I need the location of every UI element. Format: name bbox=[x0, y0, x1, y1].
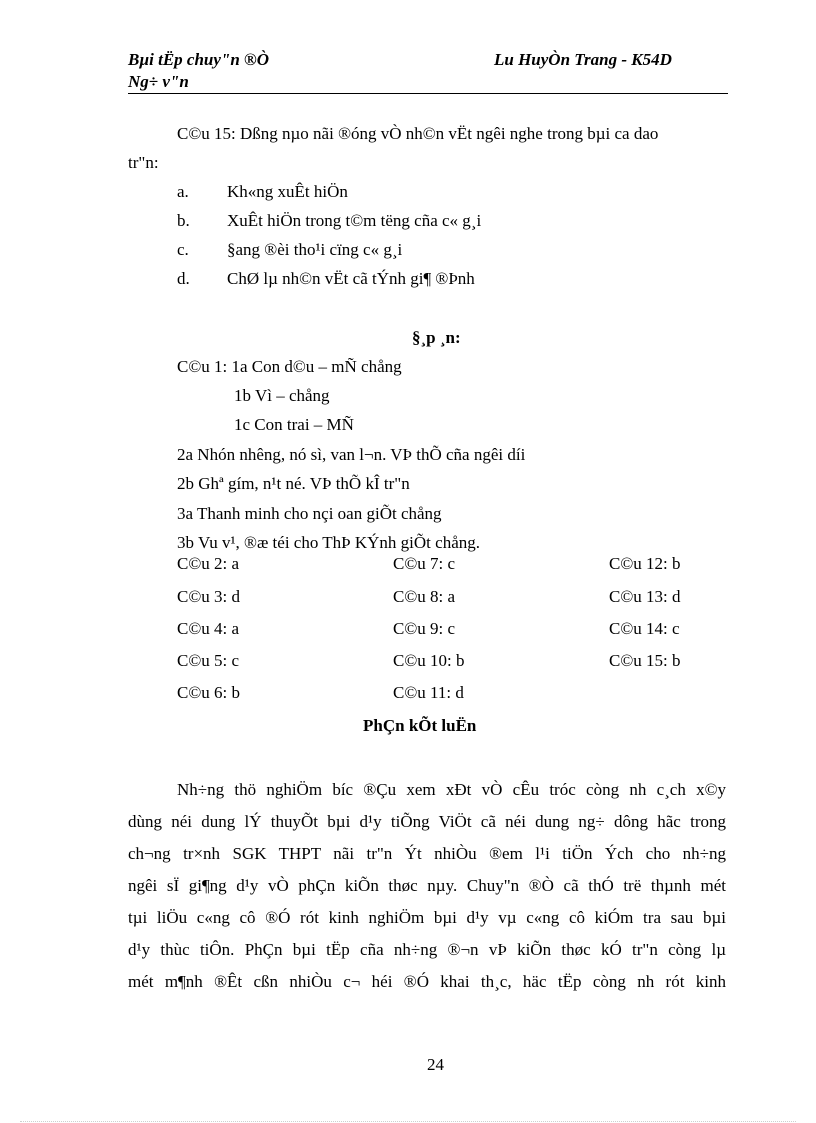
header-left-title: Bµi tËp chuy"n ®Ò bbox=[128, 50, 270, 69]
paragraph-line: tµi liÖu c«ng cô ®Ó rót kinh nghiÖm bµi d¹y vµ c«ng cô kiÓm tra sau bµi bbox=[128, 908, 726, 927]
option-key: c. bbox=[177, 240, 189, 259]
paragraph-line: mét m¶nh ®Êt cßn nhiÒu c¬ héi ®Ó khai th¸c, häc tËp còng nh rót kinh bbox=[128, 972, 726, 991]
answer-cell: C©u 3: d bbox=[177, 587, 240, 606]
conclusion-title: PhÇn kÕt luËn bbox=[363, 716, 477, 735]
answer-cell: C©u 10: b bbox=[393, 651, 465, 670]
option-text: Kh«ng xuÊt hiÖn bbox=[227, 182, 348, 201]
paragraph-line: dùng néi dung lÝ thuyÕt bµi d¹y tiÕng ViÖt cã néi dung ng÷ dông hãc trong bbox=[128, 812, 726, 831]
answer-cell: C©u 11: d bbox=[393, 683, 464, 702]
answer-cell: C©u 12: b bbox=[609, 554, 681, 573]
answer-cell: C©u 4: a bbox=[177, 619, 240, 638]
answer-line: 2b Ghª gím, n¹t né. VÞ thÕ kÎ tr"n bbox=[177, 474, 410, 493]
answer-line: 3a Thanh minh cho nçi oan giÕt chång bbox=[177, 504, 442, 523]
option-key: a. bbox=[177, 182, 189, 201]
paragraph-line: d¹y thùc tiÔn. PhÇn bµi tËp cña nh÷ng ®¬n vÞ kiÕn thøc kÓ tr"n còng lµ bbox=[128, 940, 726, 959]
answer-cell: C©u 9: c bbox=[393, 619, 456, 638]
answer-line: 3b Vu v¹, ®æ téi cho ThÞ KÝnh giÕt chång. bbox=[177, 533, 480, 552]
answer-line: 2a Nhón nhêng, nó sì, van l¬n. VÞ thÕ cña ngêi díi bbox=[177, 445, 526, 464]
answer-cell: C©u 15: b bbox=[609, 651, 681, 670]
answer-line: 1c Con trai – MÑ bbox=[234, 415, 354, 434]
option-text: XuÊt hiÖn trong t©m tëng cña c« g¸i bbox=[227, 211, 482, 230]
answer-cell: C©u 8: a bbox=[393, 587, 456, 606]
answer-cell: C©u 6: b bbox=[177, 683, 240, 702]
question-15-text-cont: tr"n: bbox=[128, 153, 159, 172]
question-15-text: C©u 15: Dßng nµo nãi ®óng vÒ nh©n vËt ngêi nghe trong bµi ca dao bbox=[177, 124, 659, 143]
paragraph-line: ngêi sÏ gi¶ng d¹y vÒ phÇn kiÕn thøc nµy. Chuy"n ®Ò cã thÓ trë thµnh mét bbox=[128, 876, 726, 895]
paragraph-line: ch¬ng tr×nh SGK THPT nãi tr"n Ýt nhiÒu ®em l¹i tiÖn Ých cho nh÷ng bbox=[128, 844, 726, 863]
option-text: ChØ lµ nh©n vËt cã tÝnh gi¶ ®Þnh bbox=[227, 269, 475, 288]
option-text: §ang ®èi tho¹i cïng c« g¸i bbox=[227, 240, 403, 259]
option-key: b. bbox=[177, 211, 190, 230]
answer-cell: C©u 5: c bbox=[177, 651, 240, 670]
page-bottom-edge bbox=[20, 1121, 796, 1122]
answer-line: C©u 1: 1a Con d©u – mÑ chång bbox=[177, 357, 402, 376]
answer-line: 1b Vì – chång bbox=[234, 386, 330, 405]
header-author: Lu HuyÒn Trang - K54D bbox=[494, 50, 672, 69]
answers-title: §¸p ¸n: bbox=[412, 328, 461, 347]
page-number: 24 bbox=[427, 1055, 444, 1074]
header-divider bbox=[128, 93, 728, 94]
answer-cell: C©u 13: d bbox=[609, 587, 681, 606]
paragraph-line: Nh÷ng thö nghiÖm bíc ®Çu xem xÐt vÒ cÊu tróc còng nh c¸ch x©y bbox=[177, 780, 726, 799]
answer-cell: C©u 7: c bbox=[393, 554, 456, 573]
header-left-subtitle: Ng÷ v"n bbox=[128, 72, 189, 91]
answer-cell: C©u 14: c bbox=[609, 619, 680, 638]
answer-cell: C©u 2: a bbox=[177, 554, 240, 573]
option-key: d. bbox=[177, 269, 190, 288]
